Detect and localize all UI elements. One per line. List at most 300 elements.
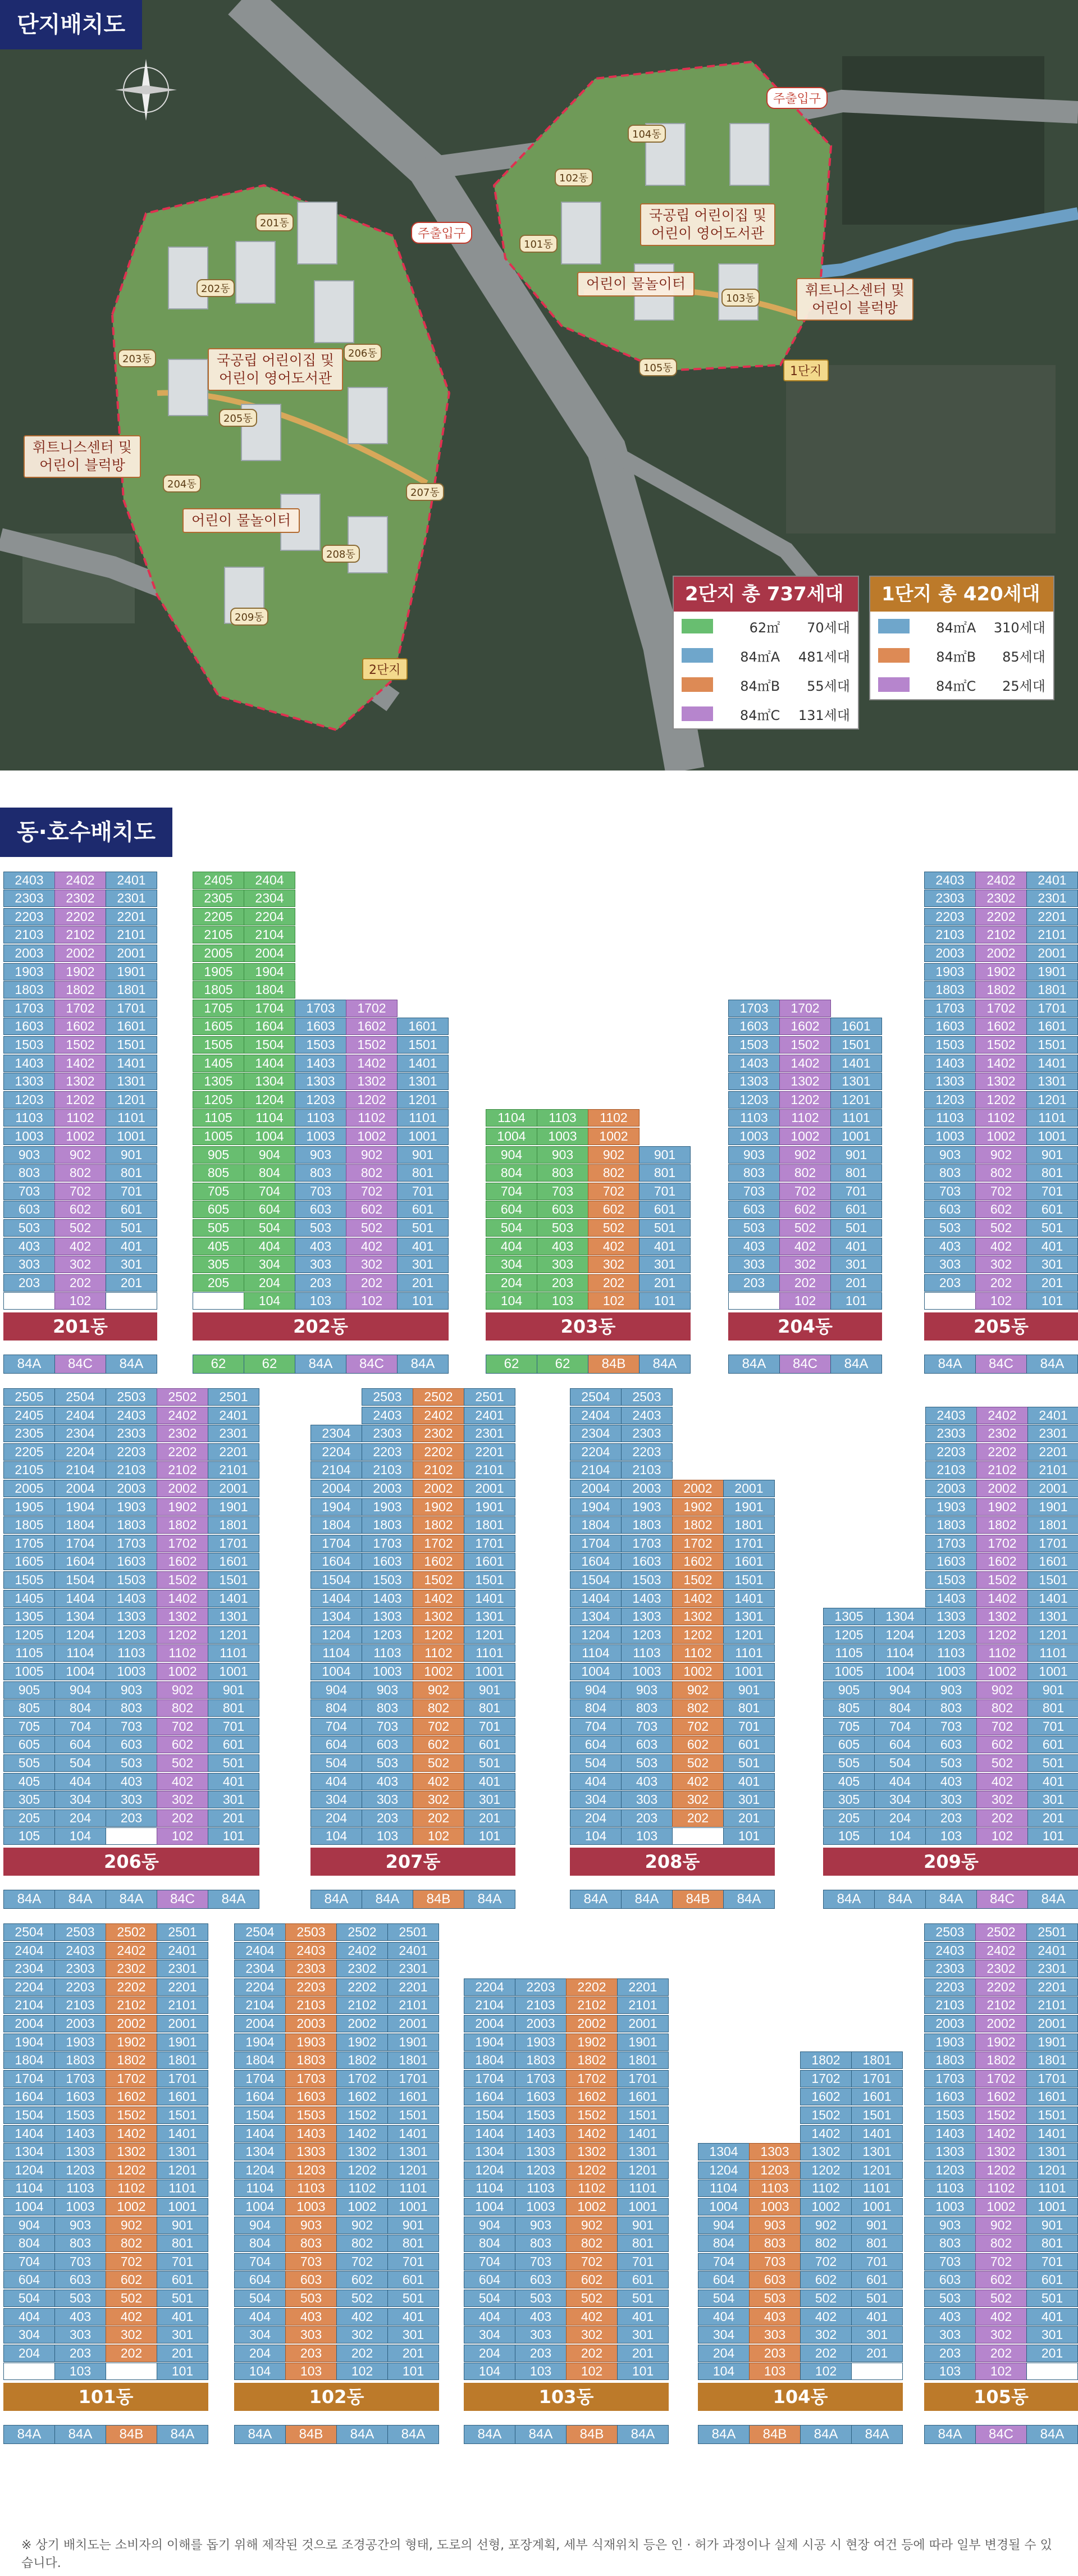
legend-count: 131세대 [798,707,850,723]
unit-cell: 2203 [924,1978,976,1996]
unit-cell: 604 [698,2271,750,2288]
unit-cell: 2001 [157,2015,208,2032]
unit-cell: 2102 [106,1996,157,2014]
unit-cell: 1304 [54,1608,106,1625]
unit-cell: 104 [464,2363,515,2380]
unit-cell: 203 [515,2345,567,2362]
unit-cell: 2003 [924,2015,976,2032]
danji-label: 1단지 [783,359,829,381]
unit-cell: 1401 [851,2125,903,2142]
unit-cell: 1603 [362,1553,413,1570]
dong-marker: 105동 [639,358,677,376]
unit-cell: 1101 [157,2180,208,2197]
unit-cell: 202 [975,1274,1027,1292]
unit-cell: 1303 [54,2143,106,2160]
unit-cell: 1604 [310,1553,362,1570]
unit-cell: 1603 [924,2088,976,2105]
unit-cell: 2402 [413,1407,464,1424]
unit-cell: 302 [975,2326,1027,2344]
unit-cell: 1202 [336,2162,388,2179]
unit-cell: 2501 [387,1923,439,1941]
unit-cell: 502 [976,1754,1028,1772]
unit-cell: 1804 [310,1516,362,1534]
unit-cell: 803 [54,2235,106,2252]
unit-cell: 1902 [975,963,1027,981]
unit-cell: 101 [387,2363,439,2380]
unit-cell: 502 [106,2290,157,2307]
unit-cell: 202 [157,1809,208,1827]
unit-type-cell: 84A [464,2425,515,2444]
unit-cell: 2105 [193,926,244,943]
unit-cell: 701 [1026,1183,1078,1200]
unit-cell: 401 [397,1238,449,1255]
unit-cell: 702 [413,1718,464,1735]
unit-cell: 602 [54,1201,106,1218]
unit-cell: 1201 [851,2162,903,2179]
unit-cell: 1101 [1026,1109,1078,1127]
unit-cell: 2503 [54,1923,106,1941]
unit-cell: 402 [336,2308,388,2326]
unit-type-cell: 84A [723,1890,775,1909]
unit-cell: 2504 [3,1923,55,1941]
unit-cell: 1303 [106,1608,157,1625]
unit-cell: 201 [464,1809,515,1827]
unit-cell: 703 [515,2253,567,2270]
unit-cell: 502 [157,1754,208,1772]
unit-cell: 1104 [54,1644,106,1662]
unit-cell: 1202 [672,1626,724,1644]
unit-cell: 2102 [157,1461,208,1479]
unit-cell: 1203 [295,1091,346,1109]
unit-cell: 302 [346,1256,398,1273]
unit-cell: 2202 [413,1443,464,1461]
unit-cell: 1602 [975,1018,1027,1035]
unit-cell: 1501 [387,2107,439,2124]
unit-cell: 503 [925,1754,977,1772]
unit-cell: 601 [106,1201,157,1218]
unit-cell: 1001 [1027,1663,1078,1680]
unit-cell: 1003 [106,1663,157,1680]
unit-cell: 1001 [617,2198,669,2215]
unit-cell: 2503 [362,1388,413,1406]
unit-cell: 801 [397,1164,449,1182]
unit-cell: 201 [1027,1809,1078,1827]
unit-cell: 1404 [3,2125,55,2142]
unit-cell: 704 [874,1718,926,1735]
unit-cell: 302 [588,1256,640,1273]
unit-cell: 802 [975,1164,1027,1182]
unit-cell: 1904 [234,2034,286,2051]
unit-cell: 1402 [975,1055,1027,1072]
unit-cell: 402 [976,1773,1028,1790]
unit-cell: 205 [823,1809,875,1827]
unit-cell: 1902 [157,1498,208,1516]
unit-cell: 2304 [3,1960,55,1977]
unit-cell: 2104 [244,926,295,943]
unit-cell: 1302 [672,1608,724,1625]
unit-cell: 1702 [157,1535,208,1552]
unit-cell: 101 [464,1827,515,1845]
unit-cell: 1603 [925,1553,977,1570]
unit-cell: 2402 [975,1942,1027,1959]
unit-type-cell: 84B [566,2425,618,2444]
unit-cell: 1803 [515,2051,567,2069]
unit-cell: 1802 [54,981,106,999]
unit-cell: 1605 [3,1553,55,1570]
unit-cell: 803 [924,2235,976,2252]
unit-cell: 1504 [310,1571,362,1589]
unit-cell: 2204 [570,1443,622,1461]
unit-cell: 303 [537,1256,588,1273]
unit-cell: 1002 [106,2198,157,2215]
legend-danji1 [869,576,1054,700]
unit-cell: 902 [800,2217,852,2234]
unit-cell: 2202 [54,908,106,925]
unit-cell: 1002 [976,1663,1028,1680]
unit-cell: 802 [54,1164,106,1182]
unit-cell: 301 [723,1791,775,1808]
unit-cell: 1602 [976,1553,1028,1570]
unit-cell: 1403 [924,1055,976,1072]
unit-cell: 402 [54,1238,106,1255]
unit-cell: 1801 [157,2051,208,2069]
unit-cell: 1301 [464,1608,515,1625]
unit-cell: 1104 [570,1644,622,1662]
legend-type: 84㎡A [936,619,976,636]
unit-cell: 2404 [234,1942,286,1959]
unit-cell: 501 [397,1219,449,1237]
unit-cell: 802 [106,2235,157,2252]
unit-cell: 103 [515,2363,567,2380]
unit-cell: 502 [413,1754,464,1772]
unit-cell: 1302 [336,2143,388,2160]
unit-cell: 2001 [1026,945,1078,962]
unit-cell: 1703 [621,1535,673,1552]
unit-cell: 1202 [157,1626,208,1644]
unit-cell: 2201 [106,908,157,925]
unit-cell: 702 [588,1183,640,1200]
unit-cell: 704 [3,2253,55,2270]
unit-cell: 1202 [975,1091,1027,1109]
unit-cell: 2002 [54,945,106,962]
unit-cell: 1904 [244,963,295,981]
unit-cell: 202 [413,1809,464,1827]
unit-cell: 1103 [925,1644,977,1662]
unit-type-cell: 84C [779,1355,831,1374]
unit-cell: 701 [851,2253,903,2270]
unit-cell: 802 [672,1699,724,1717]
unit-cell: 1704 [310,1535,362,1552]
unit-cell: 501 [1027,1754,1078,1772]
unit-cell: 1301 [617,2143,669,2160]
unit-cell: 1702 [336,2070,388,2087]
unit-cell: 1002 [672,1663,724,1680]
unit-cell: 1903 [3,963,55,981]
unit-cell: 2203 [515,1978,567,1996]
unit-cell: 1601 [1027,1553,1078,1570]
unit-cell: 302 [54,1256,106,1273]
unit-cell: 1302 [800,2143,852,2160]
unit-cell: 201 [157,2345,208,2362]
unit-cell: 2002 [157,1480,208,1497]
unit-cell: 702 [800,2253,852,2270]
unit-cell: 1201 [723,1626,775,1644]
unit-type-cell: 84A [464,1890,515,1909]
unit-cell: 601 [617,2271,669,2288]
unit-type-cell: 84B [749,2425,801,2444]
unit-cell: 403 [54,2308,106,2326]
unit-cell: 1102 [106,2180,157,2197]
unit-cell: 1603 [621,1553,673,1570]
unit-cell: 501 [387,2290,439,2307]
unit-cell: 501 [208,1754,259,1772]
unit-cell: 1002 [566,2198,618,2215]
unit-cell: 702 [54,1183,106,1200]
unit-cell: 201 [387,2345,439,2362]
unit-cell: 103 [749,2363,801,2380]
unit-cell: 1403 [106,1590,157,1607]
unit-cell: 1603 [515,2088,567,2105]
unit-cell: 2301 [208,1425,259,1442]
unit-cell: 702 [975,1183,1027,1200]
unit-cell: 1304 [874,1608,926,1625]
unit-cell: 1601 [617,2088,669,2105]
unit-cell: 2304 [54,1425,106,1442]
unit-cell: 1503 [515,2107,567,2124]
legend-count: 25세대 [1002,678,1045,694]
unit-cell: 2203 [924,908,976,925]
unit-cell: 2201 [1026,908,1078,925]
unit-cell: 703 [3,1183,55,1200]
unit-cell: 901 [1027,1681,1078,1699]
unit-cell: 503 [924,1219,976,1237]
facility-label: 휘트니스센터 및 어린이 블럭방 [24,435,141,478]
unit-cell: 1704 [244,1000,295,1017]
unit-cell: 1204 [244,1091,295,1109]
unit-cell: 1402 [779,1055,831,1072]
unit-cell: 1802 [413,1516,464,1534]
unit-cell: 901 [157,2217,208,2234]
unit-cell: 1303 [924,1073,976,1090]
unit-cell: 705 [3,1718,55,1735]
unit-cell: 201 [106,1274,157,1292]
unit-cell: 503 [54,2290,106,2307]
unit-cell [3,2363,55,2380]
unit-cell: 104 [234,2363,286,2380]
unit-cell: 1701 [387,2070,439,2087]
legend-row [674,612,858,641]
unit-cell: 1402 [157,1590,208,1607]
unit-cell: 302 [800,2326,852,2344]
unit-cell: 304 [464,2326,515,2344]
unit-cell: 304 [486,1256,537,1273]
unit-cell: 1304 [570,1608,622,1625]
unit-cell: 804 [234,2235,286,2252]
unit-cell [924,1292,976,1310]
unit-cell: 1902 [54,963,106,981]
unit-cell: 1501 [1026,2107,1078,2124]
unit-cell: 203 [295,1274,346,1292]
legend-count: 481세대 [798,649,850,665]
unit-cell: 202 [106,2345,157,2362]
unit-cell: 301 [639,1256,691,1273]
unit-cell: 603 [925,1736,977,1753]
unit-cell: 1205 [823,1626,875,1644]
legend-type: 84㎡A [740,649,780,665]
unit-cell: 202 [672,1809,724,1827]
unit-cell: 2304 [310,1425,362,1442]
unit-cell: 901 [1026,1146,1078,1164]
unit-cell: 203 [728,1274,780,1292]
unit-cell: 801 [464,1699,515,1717]
unit-cell: 1002 [779,1128,831,1145]
unit-cell: 1002 [800,2198,852,2215]
unit-cell: 403 [924,2308,976,2326]
unit-cell: 601 [1027,1736,1078,1753]
unit-type-cell: 84A [1027,1890,1078,1909]
unit-cell: 204 [244,1274,295,1292]
unit-cell: 204 [54,1809,106,1827]
unit-cell: 1903 [54,2034,106,2051]
unit-cell: 203 [925,1809,977,1827]
unit-cell [106,2363,157,2380]
unit-cell: 1502 [566,2107,618,2124]
unit-cell: 703 [621,1718,673,1735]
unit-cell: 1701 [157,2070,208,2087]
unit-cell: 803 [728,1164,780,1182]
unit-cell: 2501 [157,1923,208,1941]
unit-cell: 701 [106,1183,157,1200]
unit-cell: 502 [975,1219,1027,1237]
unit-cell: 902 [976,1681,1028,1699]
unit-cell: 902 [588,1146,640,1164]
unit-cell: 602 [336,2271,388,2288]
unit-cell: 401 [1027,1773,1078,1790]
unit-cell: 603 [749,2271,801,2288]
unit-cell: 2003 [924,945,976,962]
unit-cell: 2002 [566,2015,618,2032]
unit-type-cell: 84A [617,2425,669,2444]
unit-cell: 1702 [672,1535,724,1552]
unit-cell: 403 [3,1238,55,1255]
unit-cell: 1902 [566,2034,618,2051]
unit-cell: 203 [285,2345,337,2362]
unit-cell: 1601 [723,1553,775,1570]
unit-cell: 1101 [397,1109,449,1127]
unit-type-cell: 84A [698,2425,750,2444]
unit-cell: 1504 [570,1571,622,1589]
unit-cell: 2103 [3,926,55,943]
unit-cell: 2103 [924,926,976,943]
unit-cell: 204 [698,2345,750,2362]
unit-cell: 601 [387,2271,439,2288]
unit-cell: 202 [336,2345,388,2362]
unit-cell: 1402 [54,1055,106,1072]
unit-cell: 403 [106,1773,157,1790]
unit-cell: 2002 [672,1480,724,1497]
unit-cell: 1203 [515,2162,567,2179]
unit-cell: 101 [830,1292,882,1310]
unit-cell: 101 [639,1292,691,1310]
unit-cell: 1003 [924,2198,976,2215]
unit-cell: 1905 [3,1498,55,1516]
unit-cell: 1202 [413,1626,464,1644]
unit-cell: 102 [975,2363,1027,2380]
unit-cell: 603 [285,2271,337,2288]
unit-cell: 201 [639,1274,691,1292]
unit-cell: 603 [924,1201,976,1218]
unit-cell: 102 [566,2363,618,2380]
unit-cell: 2203 [54,1978,106,1996]
unit-cell: 703 [54,2253,106,2270]
unit-cell: 1402 [413,1590,464,1607]
unit-cell: 503 [515,2290,567,2307]
unit-cell: 1105 [193,1109,244,1127]
unit-cell: 701 [723,1718,775,1735]
unit-cell: 2001 [208,1480,259,1497]
unit-cell: 1704 [54,1535,106,1552]
unit-cell: 1702 [975,2070,1027,2087]
unit-type-cell: 84A [1026,2425,1078,2444]
unit-cell: 402 [975,1238,1027,1255]
legend-type: 84㎡B [740,678,780,694]
unit-cell: 1505 [193,1036,244,1054]
unit-cell: 701 [397,1183,449,1200]
unit-cell: 1503 [621,1571,673,1589]
unit-cell [672,1827,724,1845]
unit-cell: 803 [537,1164,588,1182]
unit-cell: 304 [234,2326,286,2344]
unit-cell: 1901 [617,2034,669,2051]
unit-cell: 1602 [779,1018,831,1035]
unit-cell: 903 [924,1146,976,1164]
unit-cell: 1701 [851,2070,903,2087]
unit-cell: 1804 [464,2051,515,2069]
dong-marker: 201동 [255,213,294,231]
unit-cell: 1005 [3,1663,55,1680]
unit-cell: 102 [976,1827,1028,1845]
unit-cell: 2401 [1026,872,1078,889]
unit-cell: 301 [1026,1256,1078,1273]
unit-cell: 402 [672,1773,724,1790]
unit-cell: 701 [617,2253,669,2270]
unit-cell: 1902 [976,1498,1028,1516]
unit-cell: 704 [570,1718,622,1735]
unit-cell: 501 [830,1219,882,1237]
unit-cell: 2002 [975,945,1027,962]
unit-cell: 1103 [362,1644,413,1662]
unit-cell: 1002 [157,1663,208,1680]
legend-swatch [878,677,910,692]
unit-cell: 604 [570,1736,622,1753]
unit-cell: 1004 [570,1663,622,1680]
unit-cell: 1901 [106,963,157,981]
unit-cell: 603 [728,1201,780,1218]
unit-cell: 702 [672,1718,724,1735]
unit-cell: 702 [976,1718,1028,1735]
unit-cell: 501 [1026,1219,1078,1237]
unit-cell: 1702 [976,1535,1028,1552]
unit-cell: 1502 [54,1036,106,1054]
unit-cell: 501 [851,2290,903,2307]
legend-swatch [682,648,713,663]
unit-cell: 1105 [3,1644,55,1662]
unit-cell: 1403 [295,1055,346,1072]
unit-cell: 1801 [464,1516,515,1534]
unit-cell: 1001 [208,1663,259,1680]
unit-cell: 705 [823,1718,875,1735]
unit-cell: 1002 [54,1128,106,1145]
